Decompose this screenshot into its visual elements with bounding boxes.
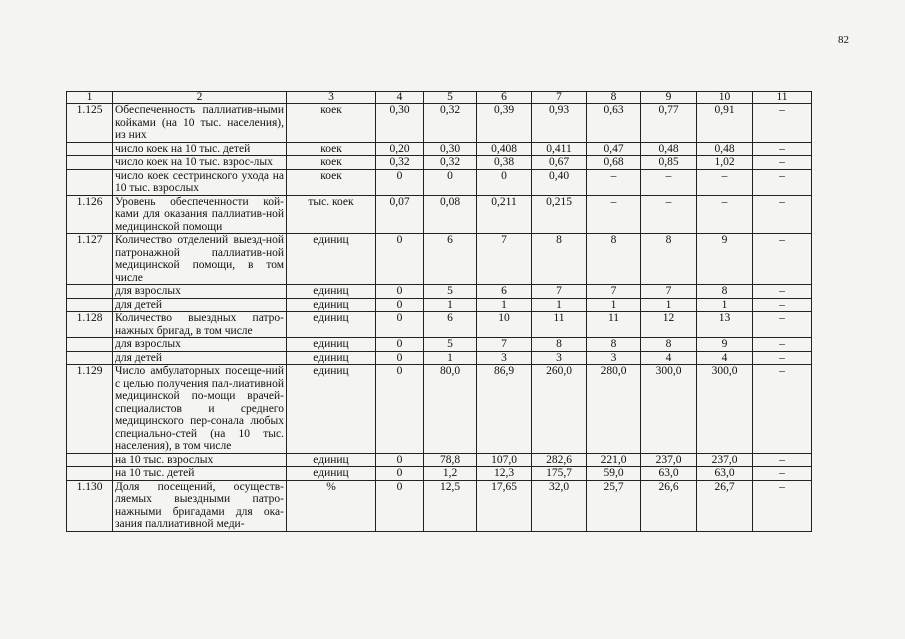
value-cell: 12 bbox=[641, 312, 697, 338]
indicator-cell: Доля посещений, осуществ-ляемых выездными патро-нажными бригадами для ока-зания паллиативной меди- bbox=[113, 480, 287, 531]
value-cell: – bbox=[753, 351, 812, 365]
value-cell: 0,30 bbox=[424, 142, 477, 156]
indicator-cell: число коек на 10 тыс. взрос-лых bbox=[113, 156, 287, 170]
value-cell: – bbox=[753, 453, 812, 467]
table-row bbox=[67, 480, 812, 531]
value-cell: 0 bbox=[376, 169, 424, 195]
value-cell: 7 bbox=[532, 285, 587, 299]
value-cell: 1,2 bbox=[424, 467, 477, 481]
value-cell: 4 bbox=[641, 351, 697, 365]
value-cell: 11 bbox=[587, 312, 641, 338]
value-cell: 175,7 bbox=[532, 467, 587, 481]
value-cell: 3 bbox=[477, 351, 532, 365]
value-cell: – bbox=[753, 480, 812, 531]
value-cell: 17,65 bbox=[477, 480, 532, 531]
value-cell: 1 bbox=[697, 298, 753, 312]
value-cell: 63,0 bbox=[641, 467, 697, 481]
row-number-cell: 1.127 bbox=[67, 234, 113, 285]
value-cell: – bbox=[587, 169, 641, 195]
value-cell: 8 bbox=[532, 234, 587, 285]
value-cell: 0,47 bbox=[587, 142, 641, 156]
indicator-cell: на 10 тыс. взрослых bbox=[113, 453, 287, 467]
value-cell: 4 bbox=[697, 351, 753, 365]
value-cell: 0,411 bbox=[532, 142, 587, 156]
unit-cell: тыс. коек bbox=[287, 195, 376, 234]
row-number-cell bbox=[67, 298, 113, 312]
value-cell: 8 bbox=[697, 285, 753, 299]
unit-cell: коек bbox=[287, 104, 376, 143]
value-cell: 5 bbox=[424, 338, 477, 352]
column-number-header: 3 bbox=[287, 92, 376, 104]
value-cell: 282,6 bbox=[532, 453, 587, 467]
value-cell: – bbox=[753, 467, 812, 481]
value-cell: 0,67 bbox=[532, 156, 587, 170]
value-cell: 0,63 bbox=[587, 104, 641, 143]
indicator-cell: для детей bbox=[113, 298, 287, 312]
unit-cell: коек bbox=[287, 142, 376, 156]
row-number-cell bbox=[67, 453, 113, 467]
value-cell: 0 bbox=[376, 453, 424, 467]
table-row bbox=[67, 156, 812, 170]
indicator-cell: Обеспеченность паллиатив-ными койками (на 10 тыс. населения), из них bbox=[113, 104, 287, 143]
value-cell: – bbox=[753, 338, 812, 352]
value-cell: 13 bbox=[697, 312, 753, 338]
value-cell: 0,38 bbox=[477, 156, 532, 170]
column-number-header: 8 bbox=[587, 92, 641, 104]
value-cell: 8 bbox=[641, 338, 697, 352]
value-cell: 8 bbox=[532, 338, 587, 352]
row-number-cell: 1.125 bbox=[67, 104, 113, 143]
value-cell: 26,7 bbox=[697, 480, 753, 531]
value-cell: 9 bbox=[697, 338, 753, 352]
row-number-cell bbox=[67, 156, 113, 170]
table-row bbox=[67, 169, 812, 195]
value-cell: – bbox=[753, 298, 812, 312]
indicator-cell: для детей bbox=[113, 351, 287, 365]
table-row bbox=[67, 453, 812, 467]
indicator-cell: Уровень обеспеченности кой-ками для оказания паллиатив-ной медицинской помощи bbox=[113, 195, 287, 234]
value-cell: – bbox=[753, 312, 812, 338]
row-number-cell bbox=[67, 338, 113, 352]
value-cell: 0 bbox=[376, 298, 424, 312]
value-cell: – bbox=[753, 234, 812, 285]
column-number-header: 5 bbox=[424, 92, 477, 104]
page-number: 82 bbox=[838, 34, 849, 46]
value-cell: 59,0 bbox=[587, 467, 641, 481]
value-cell: 0,07 bbox=[376, 195, 424, 234]
value-cell: 63,0 bbox=[697, 467, 753, 481]
value-cell: 0,20 bbox=[376, 142, 424, 156]
value-cell: 260,0 bbox=[532, 365, 587, 454]
unit-cell: единиц bbox=[287, 312, 376, 338]
column-number-header: 10 bbox=[697, 92, 753, 104]
indicator-cell: число коек сестринского ухода на 10 тыс. взрослых bbox=[113, 169, 287, 195]
unit-cell: коек bbox=[287, 169, 376, 195]
value-cell: 3 bbox=[587, 351, 641, 365]
unit-cell: % bbox=[287, 480, 376, 531]
indicator-cell: для взрослых bbox=[113, 285, 287, 299]
value-cell: 0,215 bbox=[532, 195, 587, 234]
table-row bbox=[67, 195, 812, 234]
value-cell: 26,6 bbox=[641, 480, 697, 531]
unit-cell: единиц bbox=[287, 351, 376, 365]
value-cell: 0,77 bbox=[641, 104, 697, 143]
row-number-cell: 1.128 bbox=[67, 312, 113, 338]
value-cell: 221,0 bbox=[587, 453, 641, 467]
column-number-header: 1 bbox=[67, 92, 113, 104]
unit-cell: коек bbox=[287, 156, 376, 170]
value-cell: 80,0 bbox=[424, 365, 477, 454]
value-cell: 0,68 bbox=[587, 156, 641, 170]
value-cell: 0,30 bbox=[376, 104, 424, 143]
row-number-cell bbox=[67, 169, 113, 195]
unit-cell: единиц bbox=[287, 467, 376, 481]
value-cell: 0,85 bbox=[641, 156, 697, 170]
column-number-header: 6 bbox=[477, 92, 532, 104]
unit-cell: единиц bbox=[287, 453, 376, 467]
value-cell: 0,32 bbox=[424, 156, 477, 170]
value-cell: 1 bbox=[641, 298, 697, 312]
table-row bbox=[67, 467, 812, 481]
value-cell: – bbox=[753, 169, 812, 195]
value-cell: 1 bbox=[477, 298, 532, 312]
value-cell: 7 bbox=[641, 285, 697, 299]
value-cell: 0,91 bbox=[697, 104, 753, 143]
table-row bbox=[67, 338, 812, 352]
value-cell: 0 bbox=[376, 285, 424, 299]
value-cell: 8 bbox=[641, 234, 697, 285]
table-row bbox=[67, 351, 812, 365]
value-cell: 12,3 bbox=[477, 467, 532, 481]
table-row bbox=[67, 285, 812, 299]
row-number-cell: 1.126 bbox=[67, 195, 113, 234]
value-cell: 0,32 bbox=[424, 104, 477, 143]
value-cell: 0,40 bbox=[532, 169, 587, 195]
value-cell: 0 bbox=[376, 480, 424, 531]
value-cell: 7 bbox=[587, 285, 641, 299]
value-cell: – bbox=[697, 169, 753, 195]
value-cell: 0,32 bbox=[376, 156, 424, 170]
value-cell: 11 bbox=[532, 312, 587, 338]
value-cell: 0 bbox=[376, 234, 424, 285]
table-row bbox=[67, 142, 812, 156]
value-cell: 0 bbox=[376, 467, 424, 481]
unit-cell: единиц bbox=[287, 285, 376, 299]
value-cell: 237,0 bbox=[641, 453, 697, 467]
table-row bbox=[67, 104, 812, 143]
table-body bbox=[67, 92, 812, 532]
value-cell: 1 bbox=[587, 298, 641, 312]
value-cell: 0,08 bbox=[424, 195, 477, 234]
value-cell: – bbox=[641, 169, 697, 195]
value-cell: 0,39 bbox=[477, 104, 532, 143]
value-cell: 0,48 bbox=[641, 142, 697, 156]
indicator-cell: Число амбулаторных посеще-ний с целью получения пал-лиативной медицинской по-мощи врачей-специалистов и среднего медицинского пер-сонала любых специально-стей (на 10 тыс. населения), в том числе bbox=[113, 365, 287, 454]
indicator-cell: для взрослых bbox=[113, 338, 287, 352]
value-cell: – bbox=[753, 142, 812, 156]
value-cell: 25,7 bbox=[587, 480, 641, 531]
indicator-cell: на 10 тыс. детей bbox=[113, 467, 287, 481]
value-cell: – bbox=[641, 195, 697, 234]
column-number-header: 7 bbox=[532, 92, 587, 104]
value-cell: 1 bbox=[424, 298, 477, 312]
value-cell: 1 bbox=[532, 298, 587, 312]
value-cell: 32,0 bbox=[532, 480, 587, 531]
table-row bbox=[67, 298, 812, 312]
value-cell: 7 bbox=[477, 234, 532, 285]
value-cell: 107,0 bbox=[477, 453, 532, 467]
value-cell: – bbox=[753, 104, 812, 143]
value-cell: 0,211 bbox=[477, 195, 532, 234]
value-cell: 300,0 bbox=[641, 365, 697, 454]
indicators-table bbox=[66, 91, 812, 532]
column-number-header: 2 bbox=[113, 92, 287, 104]
unit-cell: единиц bbox=[287, 338, 376, 352]
value-cell: 0 bbox=[376, 338, 424, 352]
value-cell: 9 bbox=[697, 234, 753, 285]
indicator-cell: Количество отделений выезд-ной патронажной паллиатив-ной медицинской помощи, в том числе bbox=[113, 234, 287, 285]
value-cell: – bbox=[697, 195, 753, 234]
value-cell: 0 bbox=[376, 351, 424, 365]
table-row bbox=[67, 365, 812, 454]
value-cell: – bbox=[753, 365, 812, 454]
value-cell: 10 bbox=[477, 312, 532, 338]
value-cell: 1,02 bbox=[697, 156, 753, 170]
column-number-header: 4 bbox=[376, 92, 424, 104]
indicator-cell: Количество выездных патро-нажных бригад, в том числе bbox=[113, 312, 287, 338]
table-row bbox=[67, 312, 812, 338]
value-cell: 0 bbox=[376, 365, 424, 454]
value-cell: 1 bbox=[424, 351, 477, 365]
value-cell: 5 bbox=[424, 285, 477, 299]
unit-cell: единиц bbox=[287, 234, 376, 285]
unit-cell: единиц bbox=[287, 365, 376, 454]
value-cell: 0,408 bbox=[477, 142, 532, 156]
value-cell: 6 bbox=[424, 312, 477, 338]
value-cell: 0,48 bbox=[697, 142, 753, 156]
value-cell: 7 bbox=[477, 338, 532, 352]
value-cell: 12,5 bbox=[424, 480, 477, 531]
value-cell: 6 bbox=[424, 234, 477, 285]
value-cell: 0 bbox=[424, 169, 477, 195]
value-cell: 0 bbox=[477, 169, 532, 195]
value-cell: 78,8 bbox=[424, 453, 477, 467]
column-number-header: 9 bbox=[641, 92, 697, 104]
value-cell: 0 bbox=[376, 312, 424, 338]
header-row bbox=[67, 92, 812, 104]
row-number-cell: 1.129 bbox=[67, 365, 113, 454]
indicator-cell: число коек на 10 тыс. детей bbox=[113, 142, 287, 156]
value-cell: 3 bbox=[532, 351, 587, 365]
row-number-cell bbox=[67, 142, 113, 156]
value-cell: 300,0 bbox=[697, 365, 753, 454]
value-cell: 237,0 bbox=[697, 453, 753, 467]
value-cell: – bbox=[753, 156, 812, 170]
table-row bbox=[67, 234, 812, 285]
value-cell: 86,9 bbox=[477, 365, 532, 454]
value-cell: – bbox=[587, 195, 641, 234]
unit-cell: единиц bbox=[287, 298, 376, 312]
value-cell: 0,93 bbox=[532, 104, 587, 143]
row-number-cell bbox=[67, 467, 113, 481]
value-cell: 8 bbox=[587, 338, 641, 352]
value-cell: – bbox=[753, 285, 812, 299]
value-cell: 6 bbox=[477, 285, 532, 299]
row-number-cell bbox=[67, 351, 113, 365]
row-number-cell bbox=[67, 285, 113, 299]
value-cell: 8 bbox=[587, 234, 641, 285]
row-number-cell: 1.130 bbox=[67, 480, 113, 531]
column-number-header: 11 bbox=[753, 92, 812, 104]
value-cell: 280,0 bbox=[587, 365, 641, 454]
value-cell: – bbox=[753, 195, 812, 234]
